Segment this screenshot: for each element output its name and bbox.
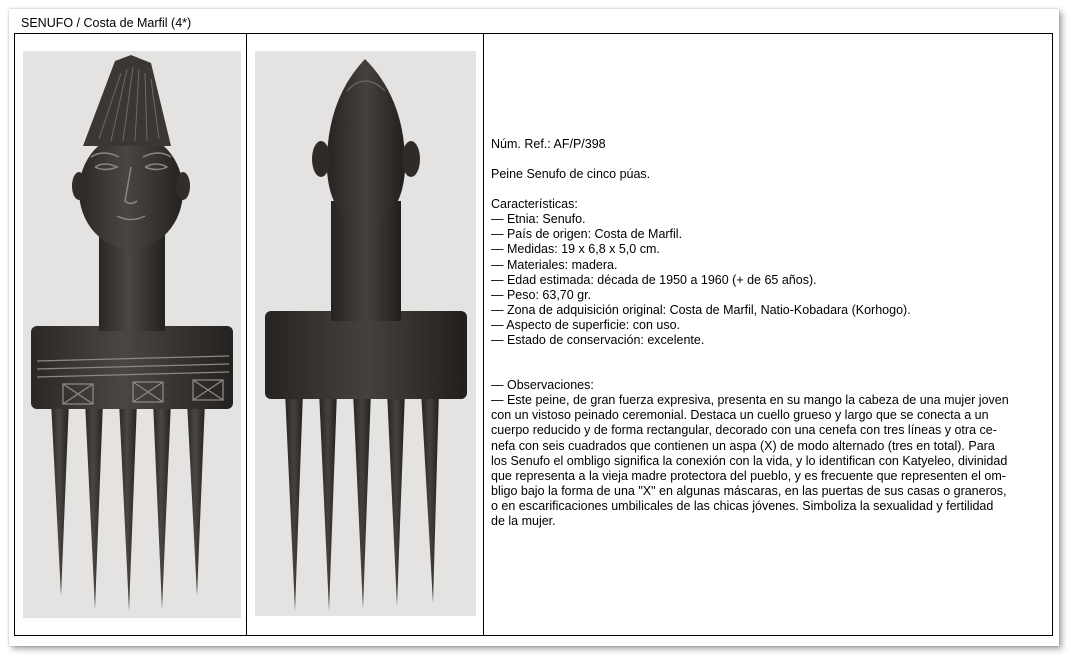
comb-back-photo	[255, 51, 476, 616]
characteristic-item: — Medidas: 19 x 6,8 x 5,0 cm.	[491, 242, 660, 257]
characteristic-item: — Estado de conservación: excelente.	[491, 333, 705, 348]
characteristics-heading: Características:	[491, 197, 578, 212]
observations-line: cuerpo reducido y de forma rectangular, decorado con una cenefa con tres líneas y otra ce-	[491, 423, 997, 438]
observations-line: con un vistoso peinado ceremonial. Destaca un cuello grueso y largo que se conecta a un	[491, 408, 989, 423]
reference-number: Núm. Ref.: AF/P/398	[491, 137, 606, 151]
characteristic-item: — Edad estimada: década de 1950 a 1960 (+ de 65 años).	[491, 272, 817, 287]
observations-line: — Este peine, de gran fuerza expresiva, presenta en su mango la cabeza de una mujer joven	[491, 393, 1009, 408]
item-summary: Peine Senufo de cinco púas.	[491, 167, 651, 182]
observations-line: nefa con seis cuadrados que contienen un aspa (X) de modo alternado (tres en total). Para	[491, 438, 995, 453]
characteristic-item: — País de origen: Costa de Marfil.	[491, 227, 683, 242]
comb-front-photo	[23, 51, 241, 618]
description-text	[491, 137, 1046, 529]
observations-line: los Senufo el ombligo significa la conexión con la vida, y lo identifican con Katyeleo, divinidad	[491, 453, 1008, 468]
description-cell	[484, 34, 1052, 635]
observations-line: bligo bajo la forma de una "X" en algunas máscaras, en las puertas de sus casas o graneros,	[491, 483, 1007, 498]
page-title: SENUFO / Costa de Marfil (4*)	[21, 16, 192, 30]
characteristic-item: — Etnia: Senufo.	[491, 212, 586, 227]
characteristic-item: — Peso: 63,70 gr.	[491, 287, 592, 302]
document-sheet	[9, 9, 1059, 646]
observations-heading: — Observaciones:	[491, 378, 594, 393]
characteristic-item: — Materiales: madera.	[491, 257, 618, 272]
back-photo-cell	[247, 34, 484, 635]
front-photo-cell	[15, 34, 247, 635]
characteristic-item: — Zona de adquisición original: Costa de Marfil, Natio-Kobadara (Korhogo).	[491, 302, 911, 317]
observations-line: o en escarificaciones umbilicales de las chicas jóvenes. Simboliza la sexualidad y fertilidad	[491, 498, 994, 513]
observations-line: de la mujer.	[491, 513, 556, 528]
observations-line: que representa a la vieja madre protectora del pueblo, y es frecuente que representen el om-	[491, 468, 1006, 483]
characteristic-item: — Aspecto de superficie: con uso.	[491, 317, 680, 332]
catalog-table	[14, 33, 1053, 636]
